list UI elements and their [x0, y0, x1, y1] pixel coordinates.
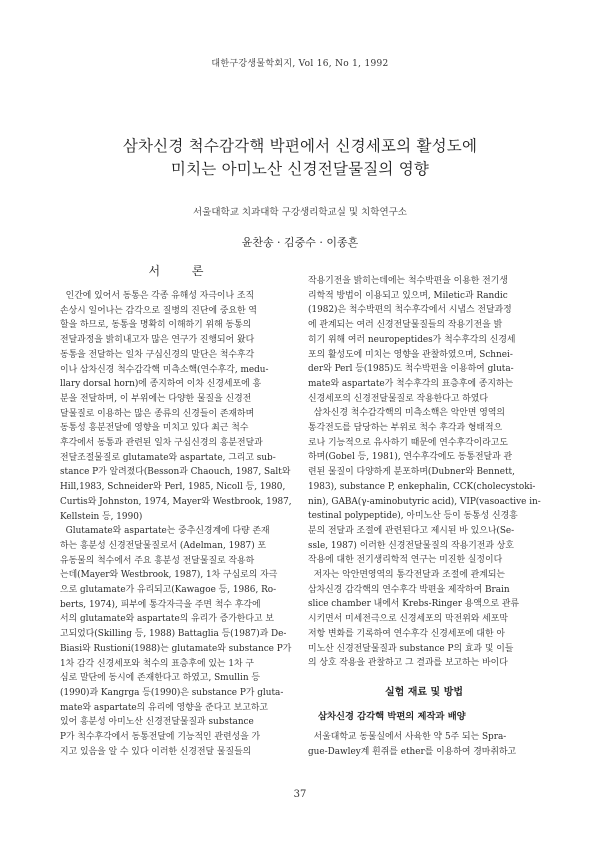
intro-paragraph-3 [308, 274, 540, 406]
text-line: 서의 glutamate와 aspartate의 유리가 증가한다고 보 [60, 614, 274, 625]
text-line: 삼차신경 감각핵의 연수후각 박편을 제작하여 Brain [308, 584, 510, 595]
intro-paragraph-2 [60, 524, 292, 759]
paper-title-line-2: 미치는 아미노산 신경전달물질의 영향 [170, 160, 430, 178]
text-line: 전달과정을 밝히내고자 많은 연구가 진행되어 왔다 [60, 335, 255, 346]
text-line: 에 관계되는 여러 신경전달물질들의 작용기전을 밝 [308, 320, 503, 331]
text-line: 히기 위해 여러 neuropeptides가 척수후각의 신경세 [308, 334, 516, 345]
text-line: Kellstein 등, 1990) [60, 511, 143, 522]
text-line: 할을 하므로, 동통을 명확히 이해하기 위해 동통의 [60, 320, 252, 331]
text-line: 손상시 일어나는 감각으로 질병의 진단에 중요한 역 [60, 305, 257, 316]
text-line: 통각전도를 담당하는 부위로 척수 후각과 형태적으 [308, 423, 503, 434]
right-column [308, 274, 540, 759]
left-column [60, 262, 292, 760]
text-line: 지고 있음을 알 수 있다 이러한 신경전달 물질들의 [60, 746, 252, 757]
section-heading-methods: 실험 재료 및 방법 [384, 686, 464, 698]
methods-paragraph-1 [308, 730, 540, 759]
text-line: (1990)과 Kangrga 등(1990)은 substance P가 gluta- [60, 687, 284, 698]
text-line: 신경세포의 신경전달물질로 작용한다고 하였다 [308, 393, 488, 404]
text-line: (1982)은 척수박편의 척수후각에서 시냅스 전달과정 [308, 305, 512, 316]
text-line: 으로 glutamate가 유리되고(Kawagoe 등, 1986, Ro- [60, 585, 277, 596]
text-line: 분을 전달하며, 이 부위에는 다양한 물질을 신경전 [60, 393, 252, 404]
text-line: 인간에 있어서 동통은 각종 유해성 자극이나 조직 [60, 291, 255, 301]
text-line: 시키면서 미세전극으로 신경세포의 막전위와 세포막 [308, 614, 508, 625]
text-line: 하는 흥분성 신경전달물질로서 (Adelman, 1987) 포 [60, 540, 267, 551]
text-line: 련된 물질이 다양하게 분포하며(Dubner와 Bennett, [308, 467, 515, 478]
text-line: 삼차신경 척수감각핵의 미측소핵은 악안면 영역의 [308, 408, 505, 419]
subsection-heading-slice-preparation: 삼차신경 감각핵 박편의 제작과 배양 [318, 710, 466, 722]
text-line: 분의 전달과 조절에 관련된다고 제시된 바 있으나(Se- [308, 525, 515, 536]
text-line: 유동물의 척수에서 주요 흥분성 전달물질로 작용하 [60, 555, 255, 566]
text-line: Biasi와 Rustioni(1988)는 glutamate와 substance P가 [60, 643, 292, 654]
text-line: 리학적 방법이 이용되고 있으며, Miletic과 Randic [308, 290, 508, 301]
text-line: gue-Dawley계 흰쥐를 ether를 이용하여 경마취하고 [308, 746, 517, 757]
text-line: 동통성 흥분전달에 영향을 미치고 있다 최근 척수 [60, 423, 249, 434]
affiliation: 서울대학교 치과대학 구강생리학교실 및 치학연구소 [193, 207, 407, 218]
text-line: 하며(Gobel 등, 1981), 연수후각에도 동통전달과 관 [308, 452, 513, 463]
text-line: llary dorsal horn)에 종지하여 이차 신경세포에 흥 [60, 379, 262, 390]
text-line: 의 상호 작용을 관찰하고 그 결과를 보고하는 바이다 [308, 658, 508, 669]
text-line: Curtis와 Johnston, 1974, Mayer와 Westbrook, 1987, [60, 496, 292, 507]
text-line: P가 척수후각에서 동통전달에 기능적인 관련성을 가 [60, 732, 261, 743]
intro-paragraph-5 [308, 568, 540, 671]
text-line: 동통을 전달하는 일차 구심신경의 말단은 척수후각 [60, 349, 255, 360]
text-line: 1983), substance P, enkephalin, CCK(cholecystoki- [308, 481, 536, 492]
text-line: 작용기전을 밝히는데에는 척수박편을 이용한 전기생 [308, 276, 508, 286]
text-line: 후각에서 동통과 관련된 일차 구심신경의 흥분전달과 [60, 438, 263, 449]
authors: 윤찬송 · 김중수 · 이종흔 [241, 236, 359, 249]
intro-paragraph-1 [60, 289, 292, 524]
text-line: 미노산 신경전달물질과 substance P의 효과 및 이들 [308, 643, 514, 654]
text-line: mate와 aspartate의 유리에 영향을 준다고 보고하고 [60, 702, 268, 713]
text-line: Glutamate와 aspartate는 중추신경계에 다량 존재 [60, 526, 270, 537]
text-line: berts, 1974), 피부에 통각자극을 주면 척수 후각에 [60, 599, 261, 610]
text-line: ssle, 1987) 이러한 신경전달물질의 작용기전과 상호 [308, 540, 514, 551]
text-line: mate와 aspartate가 척수후각의 표층후에 종지하는 [308, 378, 514, 389]
text-line: slice chamber 내에서 Krebs-Ringer 용액으로 관류 [308, 599, 520, 610]
section-heading-introduction: 서 론 [148, 264, 218, 278]
text-line: 저자는 악안면영역의 통각전달과 조절에 관계되는 [308, 570, 505, 581]
page-number: 37 [293, 789, 307, 800]
text-line: 고되었다(Skilling 등, 1988) Battaglia 등(1987)과 De- [60, 629, 287, 640]
paper-title-line-1: 삼차신경 척수감각핵 박편에서 신경세포의 활성도에 [122, 137, 478, 155]
text-line: nin), GABA(γ-aminobutyric acid), VIP(vasoactive in- [308, 496, 541, 507]
text-line: 있어 흥분성 아미노산 신경전달물질과 substance [60, 717, 254, 728]
text-line: 달물질로 이용하는 많은 종류의 신경들이 존재하며 [60, 408, 255, 419]
text-line: 포의 활성도에 미치는 영향을 관찰하였으며, Schnei- [308, 349, 513, 360]
text-line: 저항 변화를 기록하여 연수후각 신경세포에 대한 아 [308, 628, 505, 639]
text-line: 심로 말단에 동시에 존재한다고 하였고, Smullin 등 [60, 673, 260, 684]
text-line: 로나 기능적으로 유사하기 때문에 연수후각이라고도 [308, 437, 508, 448]
text-line: 전달조절물질로 glutamate와 aspartate, 그리고 sub- [60, 452, 276, 463]
journal-header: 대한구강생물학회지, Vol 16, No 1, 1992 [211, 59, 389, 69]
text-line: 작용에 대한 전기생리학적 연구는 미진한 실정이다 [308, 555, 503, 566]
text-line: 1차 감각 신경세포와 척수의 표층후에 있는 1차 구 [60, 658, 254, 669]
text-line: Hill,1983, Schneider와 Perl, 1985, Nicoll 등, 1980, [60, 482, 286, 493]
text-line: testinal polypeptide), 아미노산 등이 동통성 신경흥 [308, 511, 518, 522]
text-line: der와 Perl 등(1985)도 척수박편을 이용하여 gluta- [308, 364, 514, 375]
intro-paragraph-4 [308, 406, 540, 568]
text-line: 는데(Mayer와 Westbrook, 1987), 1차 구심로의 자극 [60, 570, 278, 581]
text-line: stance P가 알려졌다(Besson과 Chaouch, 1987, Salt와 [60, 467, 291, 478]
text-line: 이나 삼차신경 척수감각핵 미측소핵(연수후각, medu- [60, 364, 269, 375]
text-line: 서울대학교 동물실에서 사육한 약 5주 되는 Spra- [308, 731, 507, 742]
